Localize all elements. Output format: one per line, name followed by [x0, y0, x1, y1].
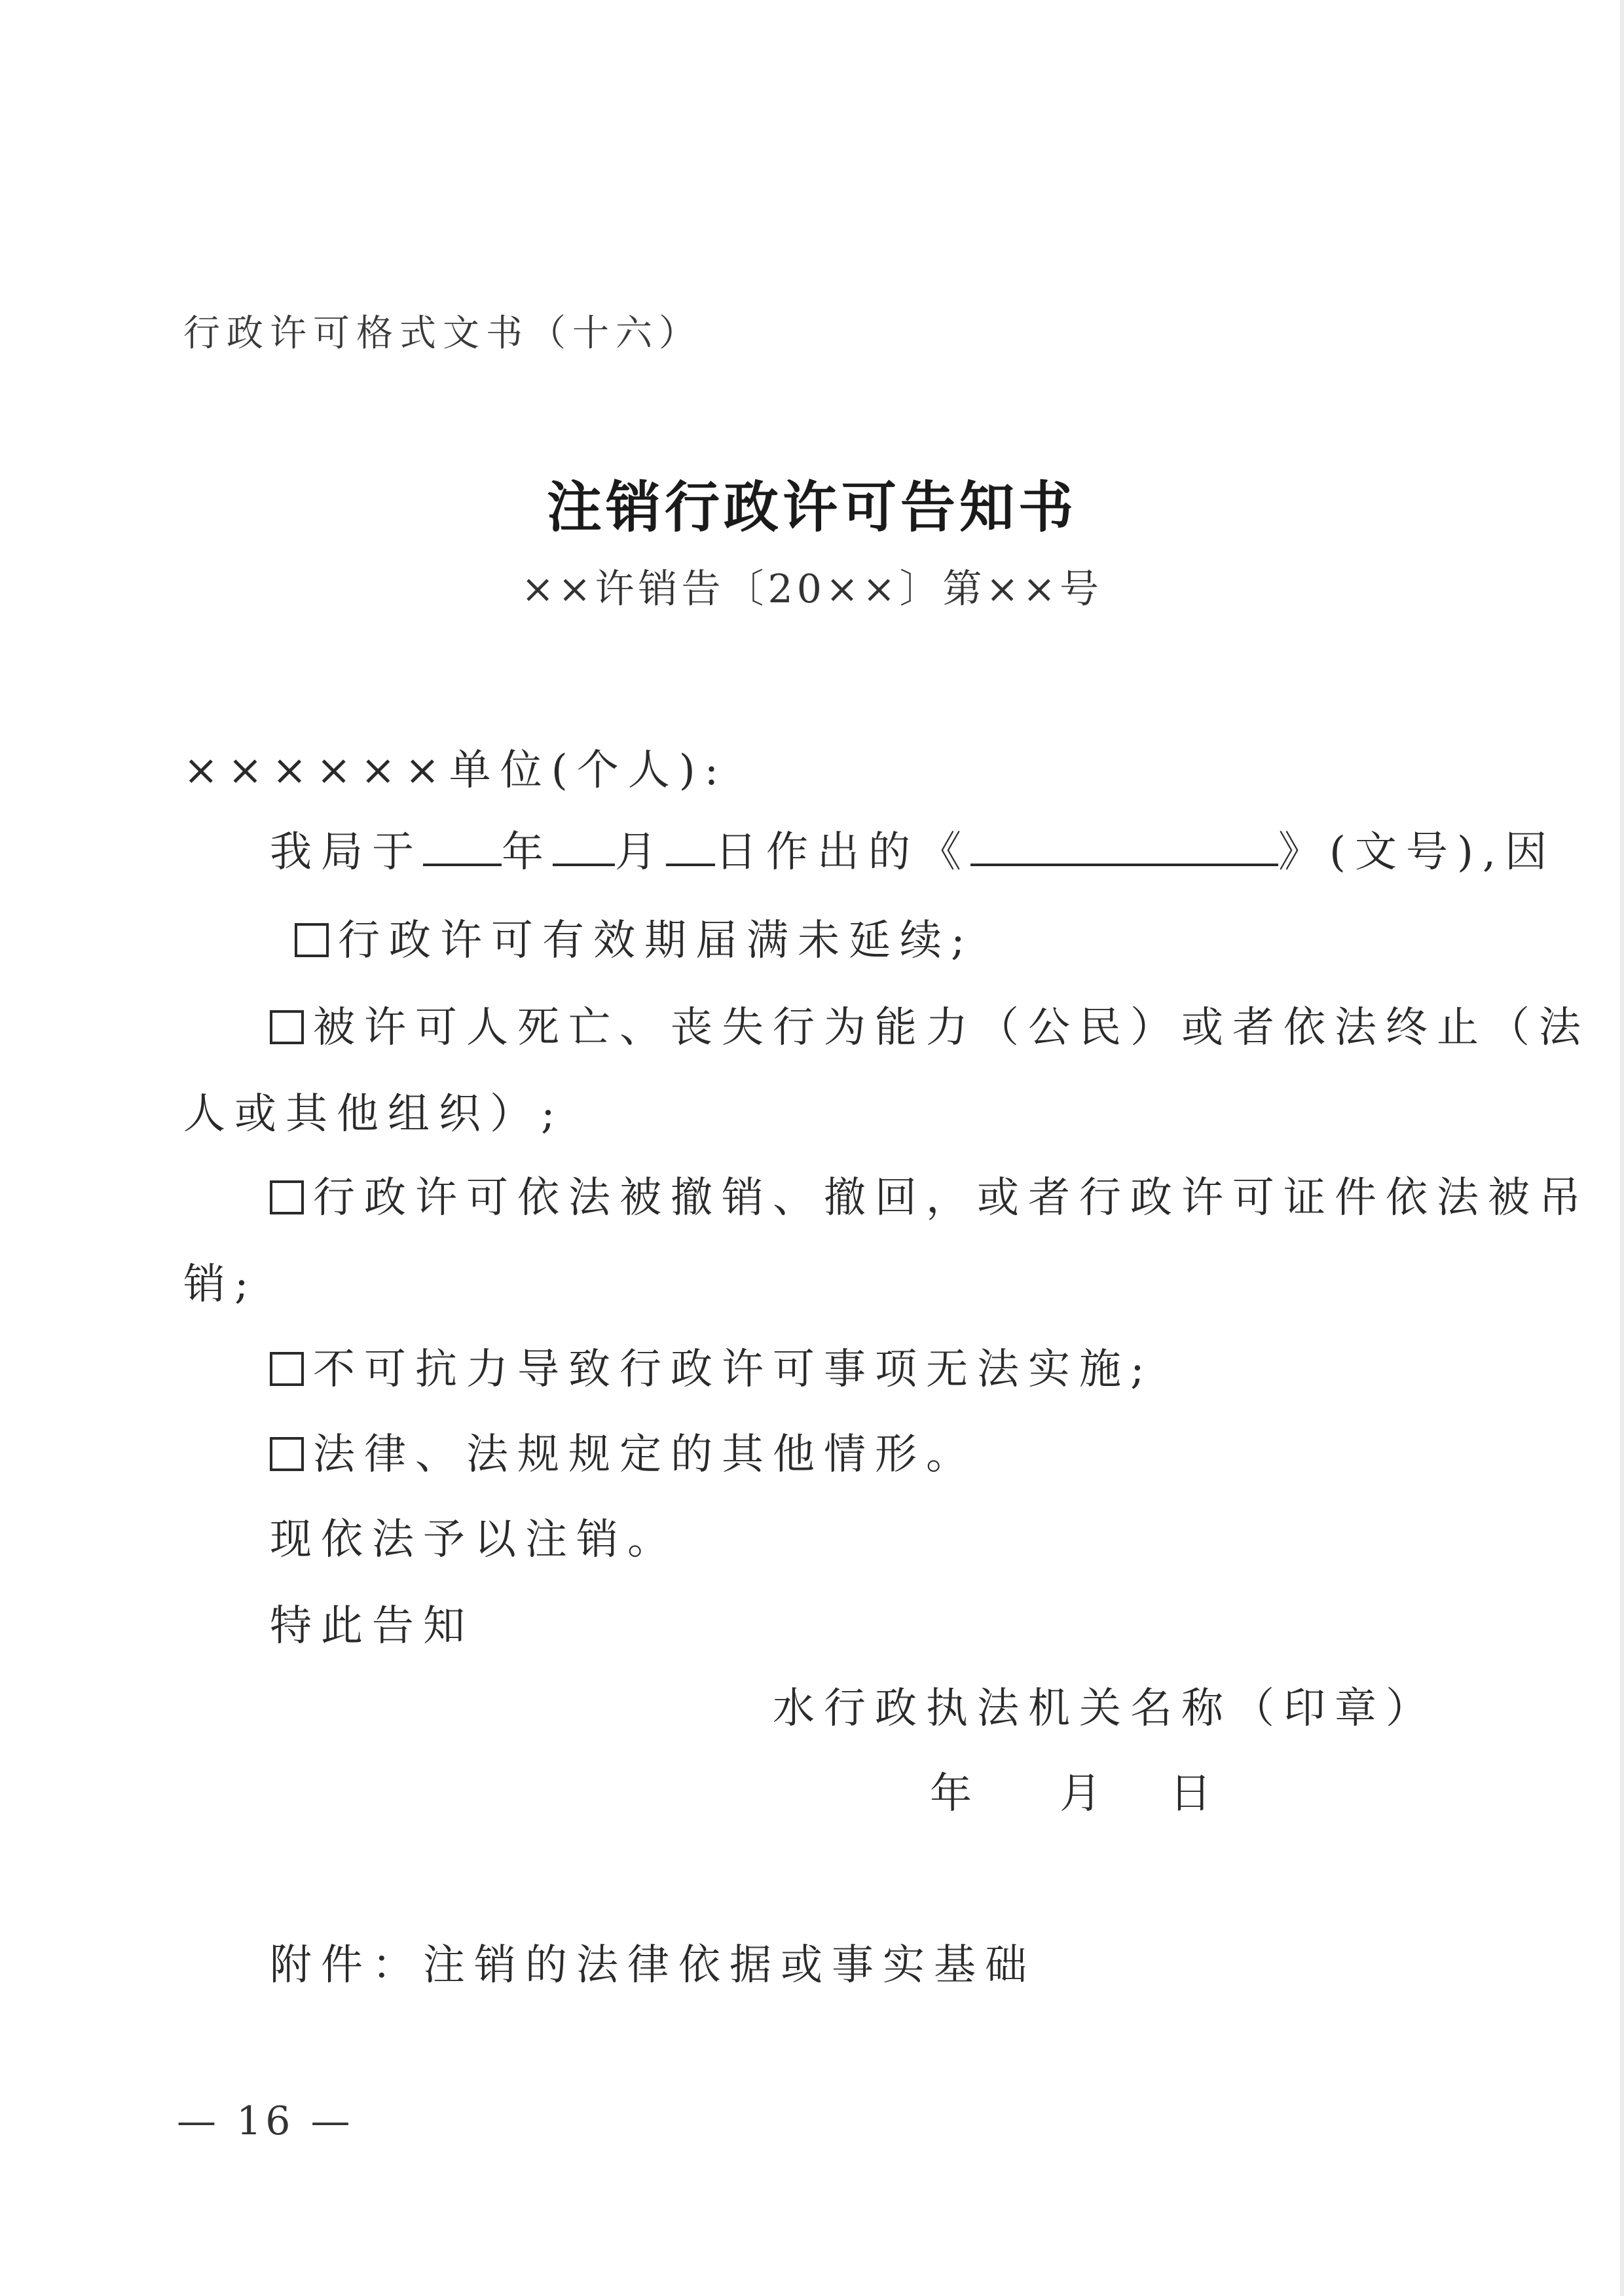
notice: 特此告知: [270, 1602, 474, 1650]
checkbox[interactable]: [295, 923, 329, 957]
signature-day: 日: [1170, 1770, 1221, 1818]
document-name-blank: [970, 826, 1278, 866]
option-termination-continued: 人或其他组织）;: [183, 1090, 564, 1139]
checkbox[interactable]: [270, 1010, 304, 1044]
intro-month: 月: [615, 828, 666, 877]
scan-edge: [1620, 0, 1624, 2296]
option-label: 被许可人死亡、丧失行为能力（公民）或者依法终止（法: [313, 1004, 1590, 1052]
option-revoked-continued: 销;: [183, 1260, 258, 1309]
attachment: 附件：注销的法律依据或事实基础: [270, 1941, 1036, 1990]
option-label: 行政许可有效期届满未延续;: [338, 917, 974, 965]
option-force-majeure: [270, 1336, 1154, 1396]
option-expired: [295, 907, 974, 967]
form-label: 行政许可格式文书（十六）: [183, 312, 702, 355]
document-title: 注销行政许可告知书: [546, 475, 1077, 539]
day-blank: [666, 826, 715, 866]
intro-suffix: 》(文号),因: [1278, 828, 1557, 877]
recipient: ××××××单位(个人):: [183, 746, 728, 795]
signature-authority: 水行政执法机关名称（印章）: [773, 1685, 1437, 1733]
intro-year: 年: [502, 828, 553, 877]
option-revoked: [270, 1164, 1590, 1224]
option-termination: [270, 994, 1590, 1054]
conclusion: 现依法予以注销。: [270, 1516, 678, 1564]
year-blank: [423, 826, 502, 866]
intro-line: [270, 818, 1556, 879]
intro-day: 日作出的《: [715, 828, 970, 877]
checkbox[interactable]: [270, 1437, 304, 1471]
option-other: [270, 1421, 977, 1481]
signature-year: 年: [930, 1770, 981, 1818]
checkbox[interactable]: [270, 1352, 304, 1386]
intro-prefix: 我局于: [270, 828, 423, 877]
document-number: ××许销告〔20××〕第××号: [521, 566, 1103, 612]
signature-date: [930, 1760, 1221, 1820]
month-blank: [553, 826, 615, 866]
option-label: 法律、法规规定的其他情形。: [313, 1430, 977, 1479]
checkbox[interactable]: [270, 1180, 304, 1214]
signature-month: 月: [1060, 1770, 1111, 1818]
option-label: 行政许可依法被撤销、撤回，或者行政许可证件依法被吊: [313, 1174, 1590, 1222]
page-number: — 16 —: [177, 2098, 354, 2144]
option-label: 不可抗力导致行政许可事项无法实施;: [313, 1345, 1154, 1394]
